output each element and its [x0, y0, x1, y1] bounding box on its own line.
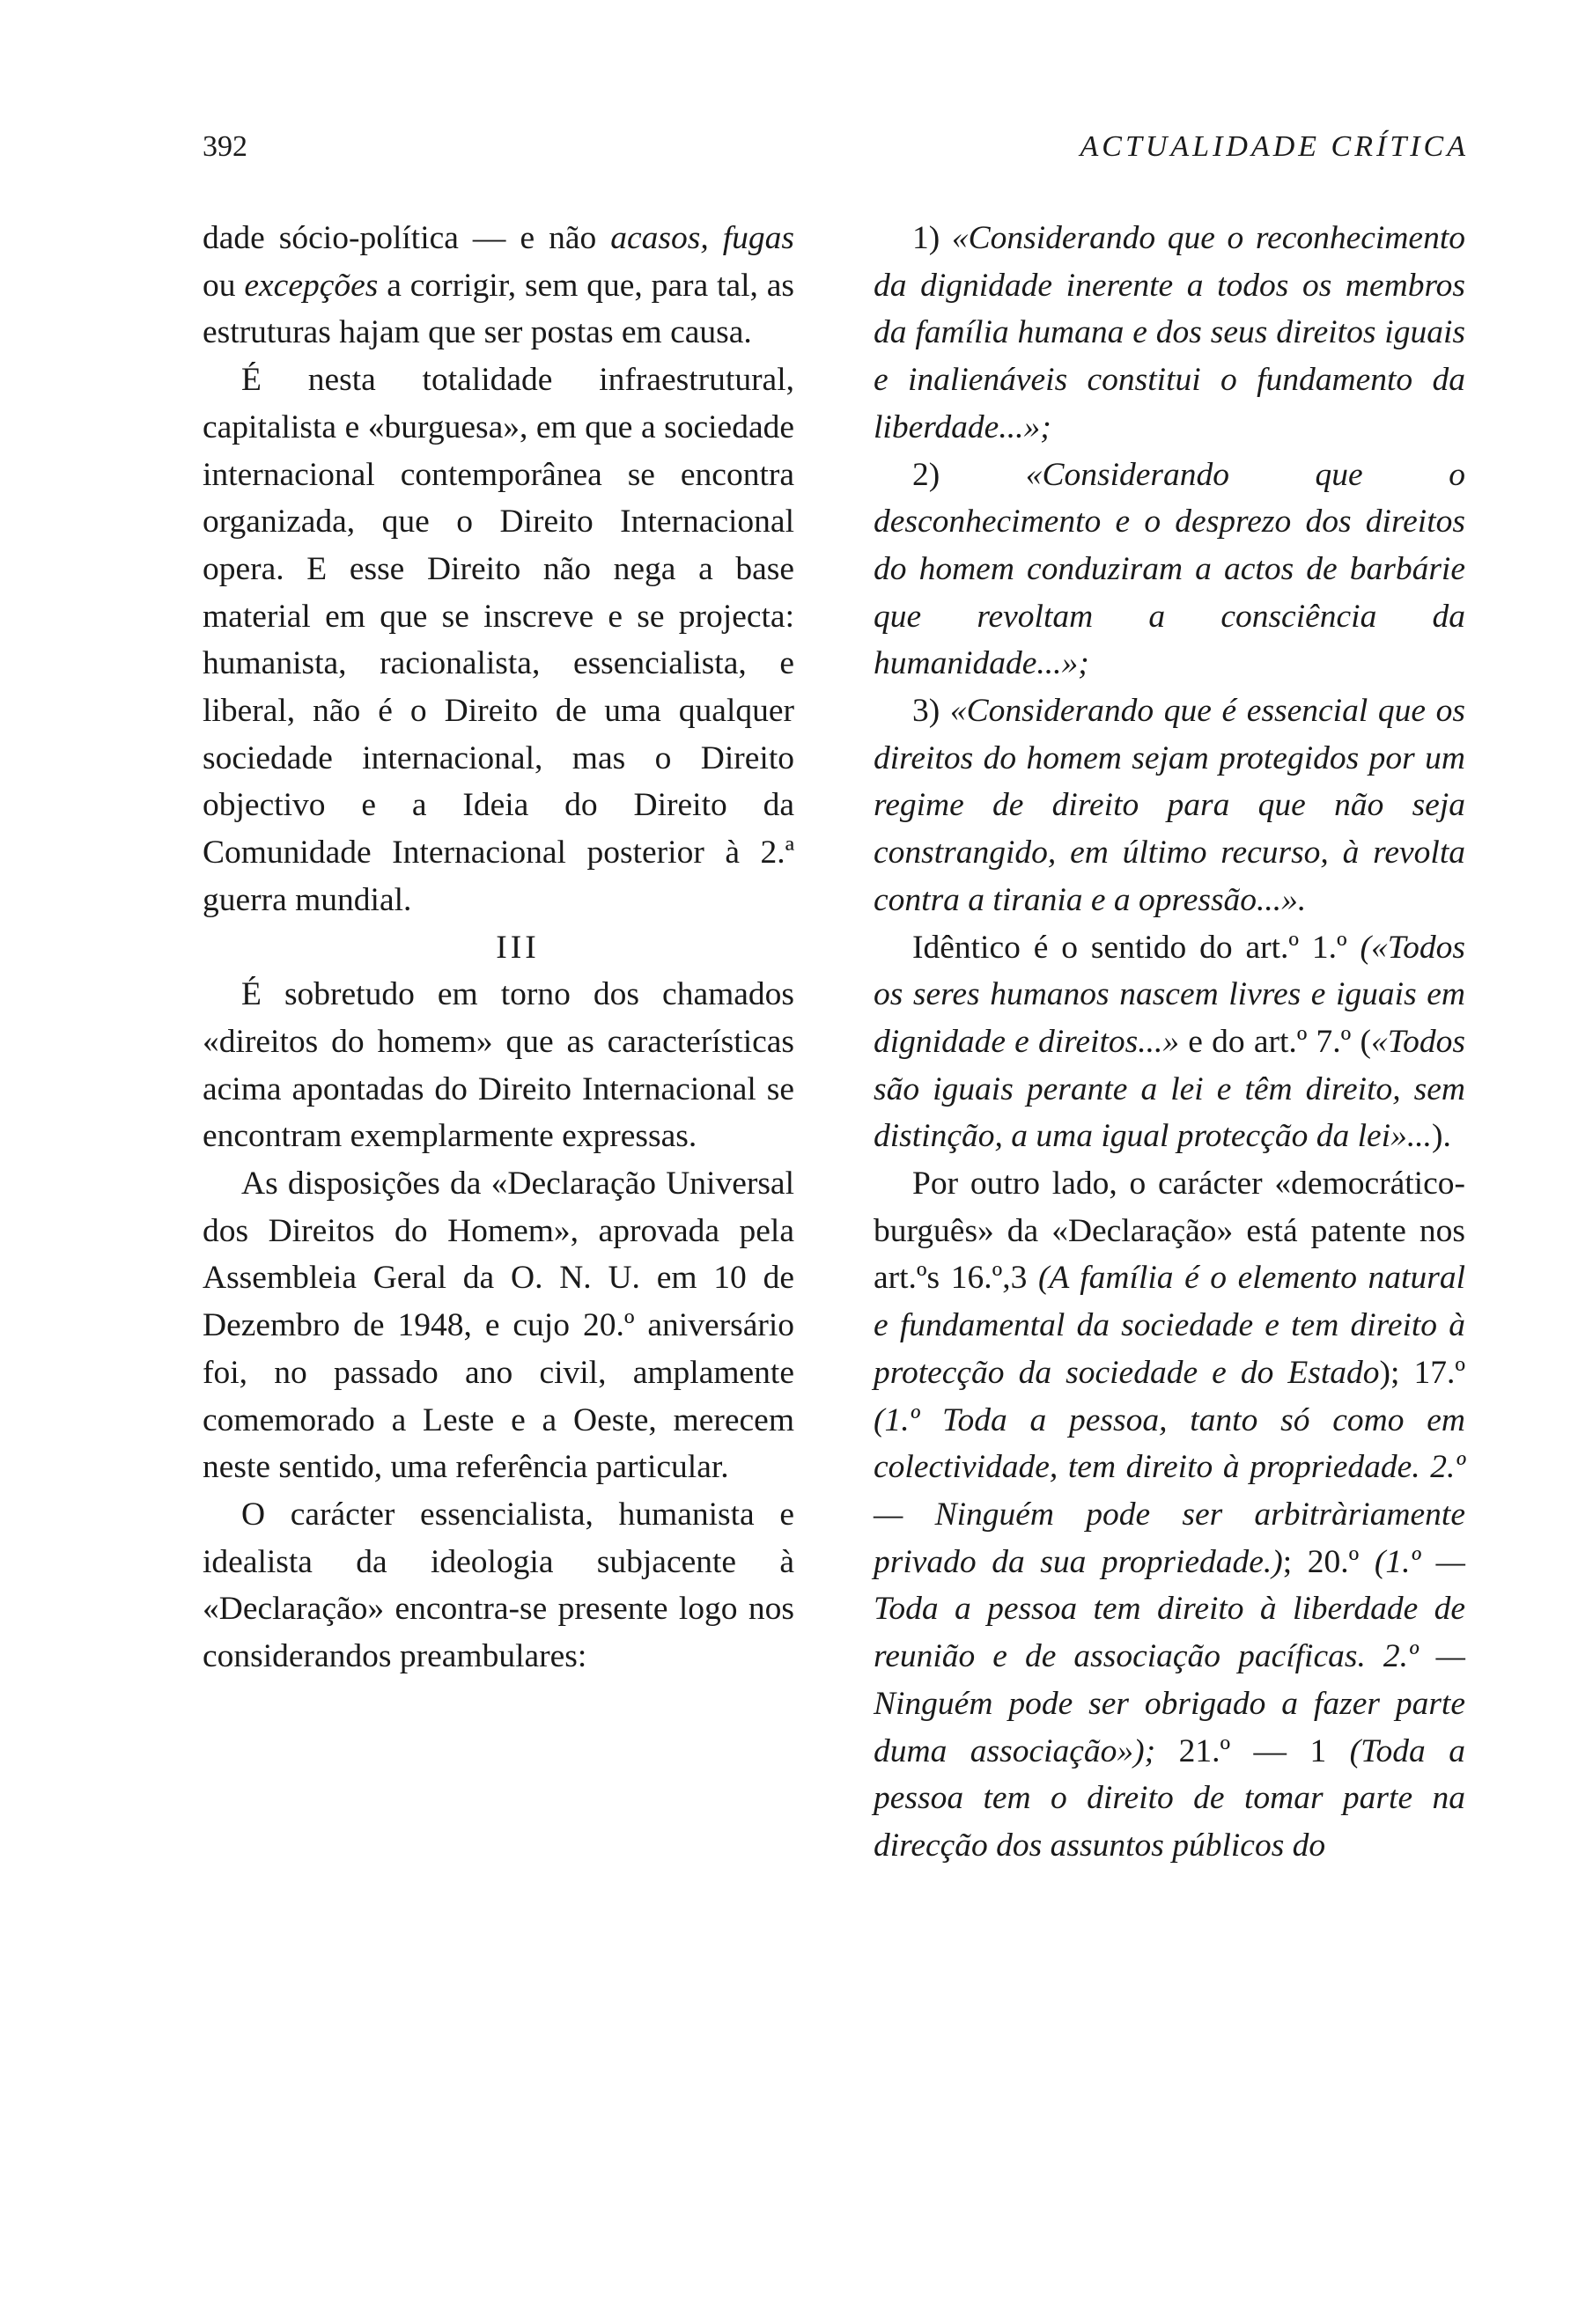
text-run: 2) — [912, 456, 1026, 493]
italic-run: «Todos são iguais perante a lei e têm direito, sem distinção, a uma igual protecção da lei»... — [874, 1023, 1466, 1155]
paragraph-declaration: As disposições da «Declaração Universal dos Direitos do Homem», aprovada pela Assembleia Geral da O. N. U. em 10 de Dezembro de 1948, e cujo 20.º aniversário foi, no passado ano civil, amplamente comemorado a Leste e a Oeste, merecem neste sentido, uma referência particular. — [203, 1166, 794, 1486]
paragraph-essentialist: O carácter essencialista, humanista e idealista da ideologia subjacente à «Declaração» encontra-se presente logo nos considerandos preambulares: — [203, 1496, 794, 1675]
paragraph-infrastructure: É nesta totalidade infraestrutural, capitalista e «burguesa», em que a sociedade internacional contemporânea se encontra organizada, que o Direito Internacional opera. E esse Direito não nega a base material em que se inscreve e se projecta: humanista, racionalista, essencialista, e liberal, não é o Direito de uma qualquer sociedade internacional, mas o Direito objectivo e a Ideia do Direito da Comunidade Internacional posterior à 2.ª guerra mundial. — [203, 362, 794, 918]
text-run: e do art.º 7.º ( — [1179, 1023, 1371, 1060]
italic-run: «Considerando que o reconhecimento da dignidade inerente a todos os membros da família humana e dos seus direitos iguais e inalienáveis constitui o fundamento da liberdade...»; — [874, 220, 1465, 445]
text-run: Por outro lado, o carácter «democrático-burguês» da «Declaração» está patente nos art.ºs 16.º,3 — [874, 1166, 1465, 1297]
preamble-quote-1 — [874, 215, 1465, 452]
text-run: ). — [1431, 1118, 1451, 1155]
page-number: 392 — [203, 130, 247, 163]
text-run: ); 17.º — [1379, 1354, 1465, 1391]
paragraph-continuation — [203, 215, 794, 357]
paragraph-democratic-bourgeois — [874, 1160, 1465, 1870]
text-run: Idêntico é o sentido do art.º 1.º — [912, 929, 1360, 966]
italic-run: (1.º Toda a pessoa, tanto só como em colectividade, tem direito à propriedade. 2.º — Ninguém pode ser arbitràriamente privado da sua propriedade.) — [874, 1401, 1465, 1580]
italic-run: (1.º — Toda a pessoa tem direito à liberdade de reunião e de associação pacíficas. 2.º — Ninguém pode ser obrigado a fazer parte duma associação»); — [874, 1543, 1465, 1769]
text-run: 1) — [912, 220, 952, 256]
preamble-quote-3 — [874, 688, 1465, 924]
text-run: ou — [203, 267, 245, 304]
italic-run: excepções — [244, 267, 379, 304]
paragraph-articles-1-7 — [874, 924, 1465, 1161]
right-column — [874, 215, 1465, 1870]
running-head: ACTUALIDADE CRÍTICA — [1080, 130, 1469, 163]
paragraph-human-rights: É sobretudo em torno dos chamados «direitos do homem» que as características acima apontadas do Direito Internacional se encontram exemplarmente expressas. — [203, 976, 794, 1155]
preamble-quote-2 — [874, 452, 1465, 688]
text-run: a corrigir, sem que, para tal, as estruturas hajam que ser postas em causa. — [203, 267, 795, 351]
text-run: dade sócio-política — e não — [203, 220, 611, 256]
text-run: 21.º — 1 — [1155, 1732, 1350, 1769]
italic-run: (Toda a pessoa tem o direito de tomar parte na direcção dos assuntos públicos do — [874, 1732, 1465, 1864]
italic-run: «Considerando que o desconhecimento e o desprezo dos direitos do homem conduziram a actos de barbárie que revoltam a consciência da humanidade...»; — [874, 456, 1465, 682]
italic-run: («Todos os seres humanos nascem livres e iguais em dignidade e direitos...» — [874, 929, 1465, 1060]
italic-run: (A família é o elemento natural e fundamental da sociedade e tem direito à protecção da sociedade e do Estado — [874, 1260, 1465, 1391]
section-heading: III — [496, 929, 540, 966]
left-column — [203, 215, 794, 1680]
italic-run: acasos, fugas — [610, 220, 794, 256]
page-header — [203, 130, 1469, 174]
text-run: ; 20.º — [1282, 1543, 1375, 1580]
italic-run: «Considerando que é essencial que os direitos do homem sejam protegidos por um regime de direito para que não seja constrangido, em último recurso, à revolta contra a tirania e a opressão...». — [874, 693, 1465, 918]
text-run: 3) — [912, 693, 950, 730]
